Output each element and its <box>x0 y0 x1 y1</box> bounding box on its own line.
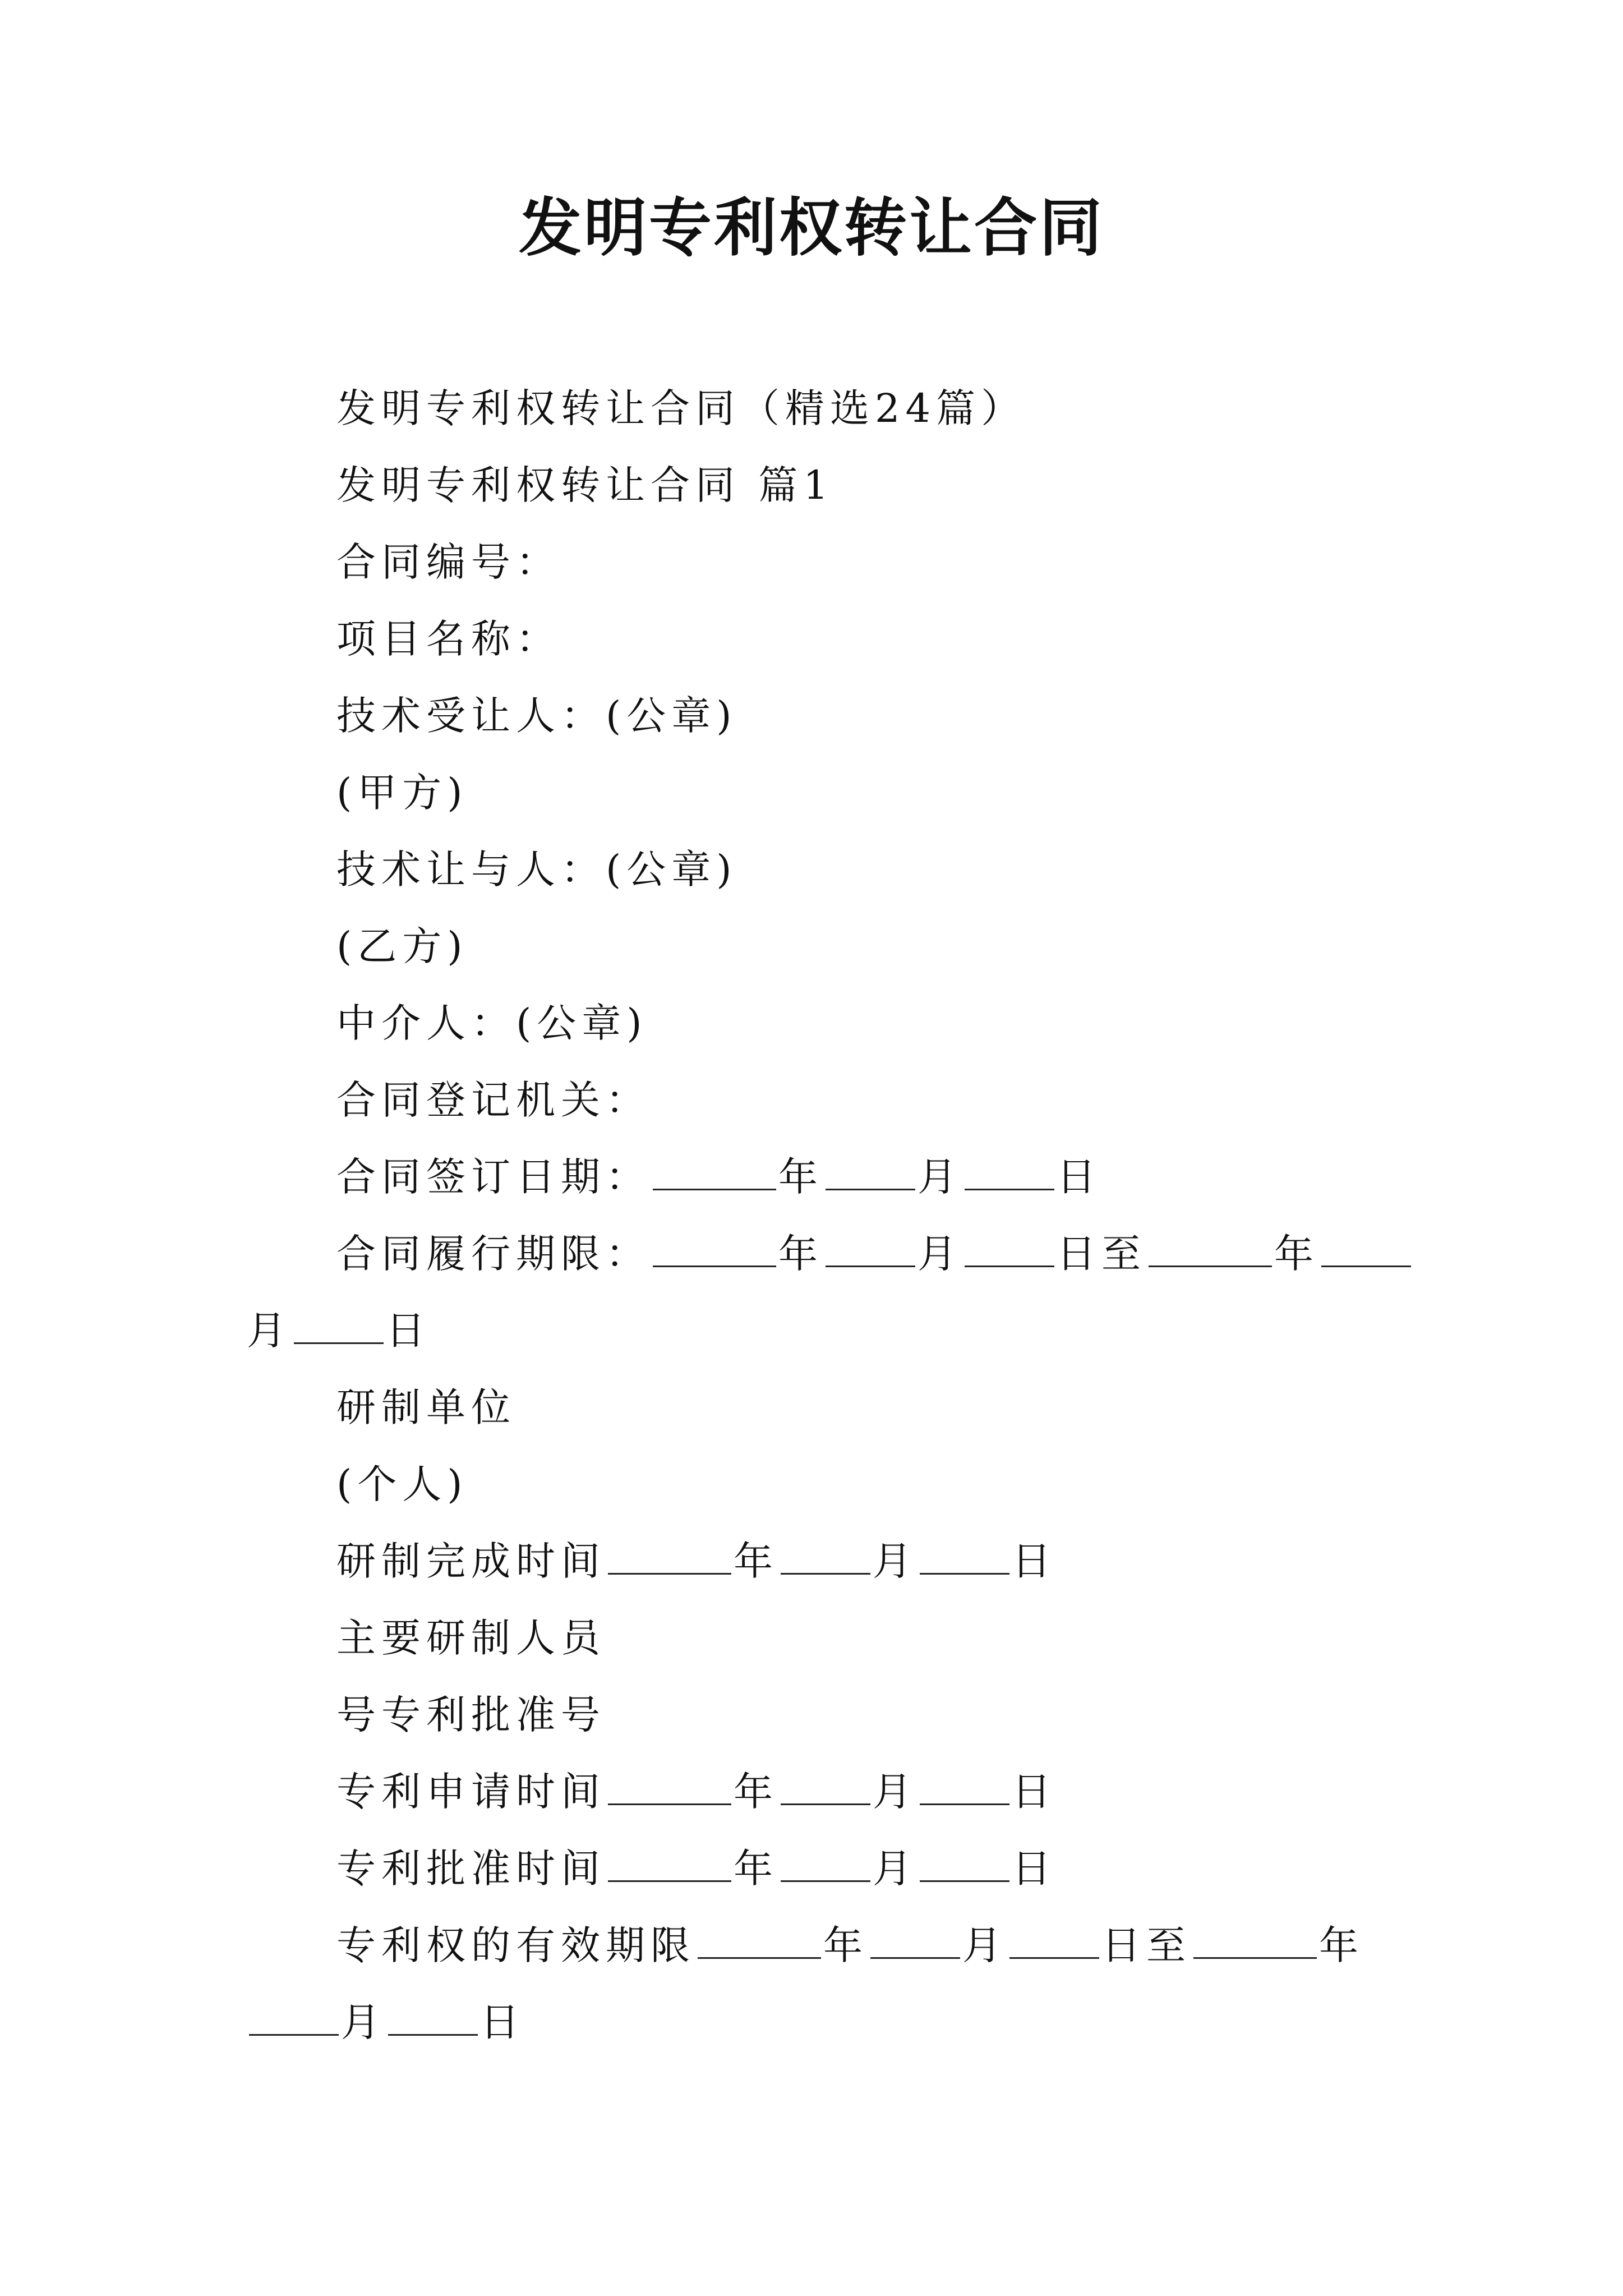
patent-approval-time-line: 专利批准时间 年 月 日 <box>336 1846 1057 1892</box>
document-body <box>247 370 1385 2061</box>
party-a-line: (甲方) <box>336 770 468 816</box>
blank-month <box>781 1845 870 1882</box>
blank-month <box>781 1768 870 1805</box>
blank-year <box>1193 1922 1317 1959</box>
blank-year <box>608 1538 731 1575</box>
blank-day <box>1009 1922 1099 1959</box>
contract-number-line: 合同编号： <box>336 539 561 585</box>
completion-time-line: 研制完成时间 年 月 日 <box>336 1538 1057 1584</box>
blank-year <box>608 1768 731 1805</box>
blank-year <box>698 1922 821 1959</box>
intermediary-line: 中介人：(公章) <box>336 1000 648 1046</box>
blank-day <box>965 1153 1054 1190</box>
individual-line: (个人) <box>336 1461 468 1507</box>
signing-date-line: 合同签订日期： 年 月 日 <box>336 1154 1101 1200</box>
transferee-line: 技术受让人：(公章) <box>336 693 737 739</box>
blank-year <box>1149 1230 1272 1267</box>
project-name-line: 项目名称： <box>336 616 561 662</box>
blank-day <box>294 1307 384 1344</box>
blank-year <box>653 1153 776 1190</box>
blank-day <box>965 1230 1054 1267</box>
blank-day <box>920 1768 1009 1805</box>
transferor-line: 技术让与人：(公章) <box>336 846 737 892</box>
development-unit-line: 研制单位 <box>336 1384 516 1430</box>
blank-day <box>388 1999 478 2036</box>
blank-day <box>920 1845 1009 1882</box>
registration-authority-line: 合同登记机关： <box>336 1077 651 1123</box>
blank-month <box>870 1922 960 1959</box>
patent-validity-line: 专利权的有效期限 年 月 日至 年 <box>336 1922 1364 1968</box>
patent-validity-continued: 月 日 <box>247 1984 1385 2061</box>
section-heading: 发明专利权转让合同 篇1 <box>336 462 834 508</box>
blank-day <box>920 1538 1009 1575</box>
blank-month <box>781 1538 870 1575</box>
blank-month <box>249 1999 339 2036</box>
patent-approval-number-line: 号专利批准号 <box>336 1692 606 1738</box>
main-developers-line: 主要研制人员 <box>336 1615 606 1661</box>
party-b-line: (乙方) <box>336 923 468 969</box>
blank-year <box>608 1845 731 1882</box>
patent-application-time-line: 专利申请时间 年 月 日 <box>336 1769 1057 1815</box>
performance-period-continued: 月 日 <box>247 1308 431 1354</box>
blank-month <box>826 1230 915 1267</box>
blank-month <box>826 1153 915 1190</box>
document-title: 发明专利权转让合同 <box>519 191 1104 265</box>
blank-month <box>1321 1230 1411 1267</box>
subtitle-line: 发明专利权转让合同（精选24篇） <box>336 385 1026 431</box>
performance-period-line: 合同履行期限： 年 月 日至 年 <box>247 1216 1385 1292</box>
blank-year <box>653 1230 776 1267</box>
